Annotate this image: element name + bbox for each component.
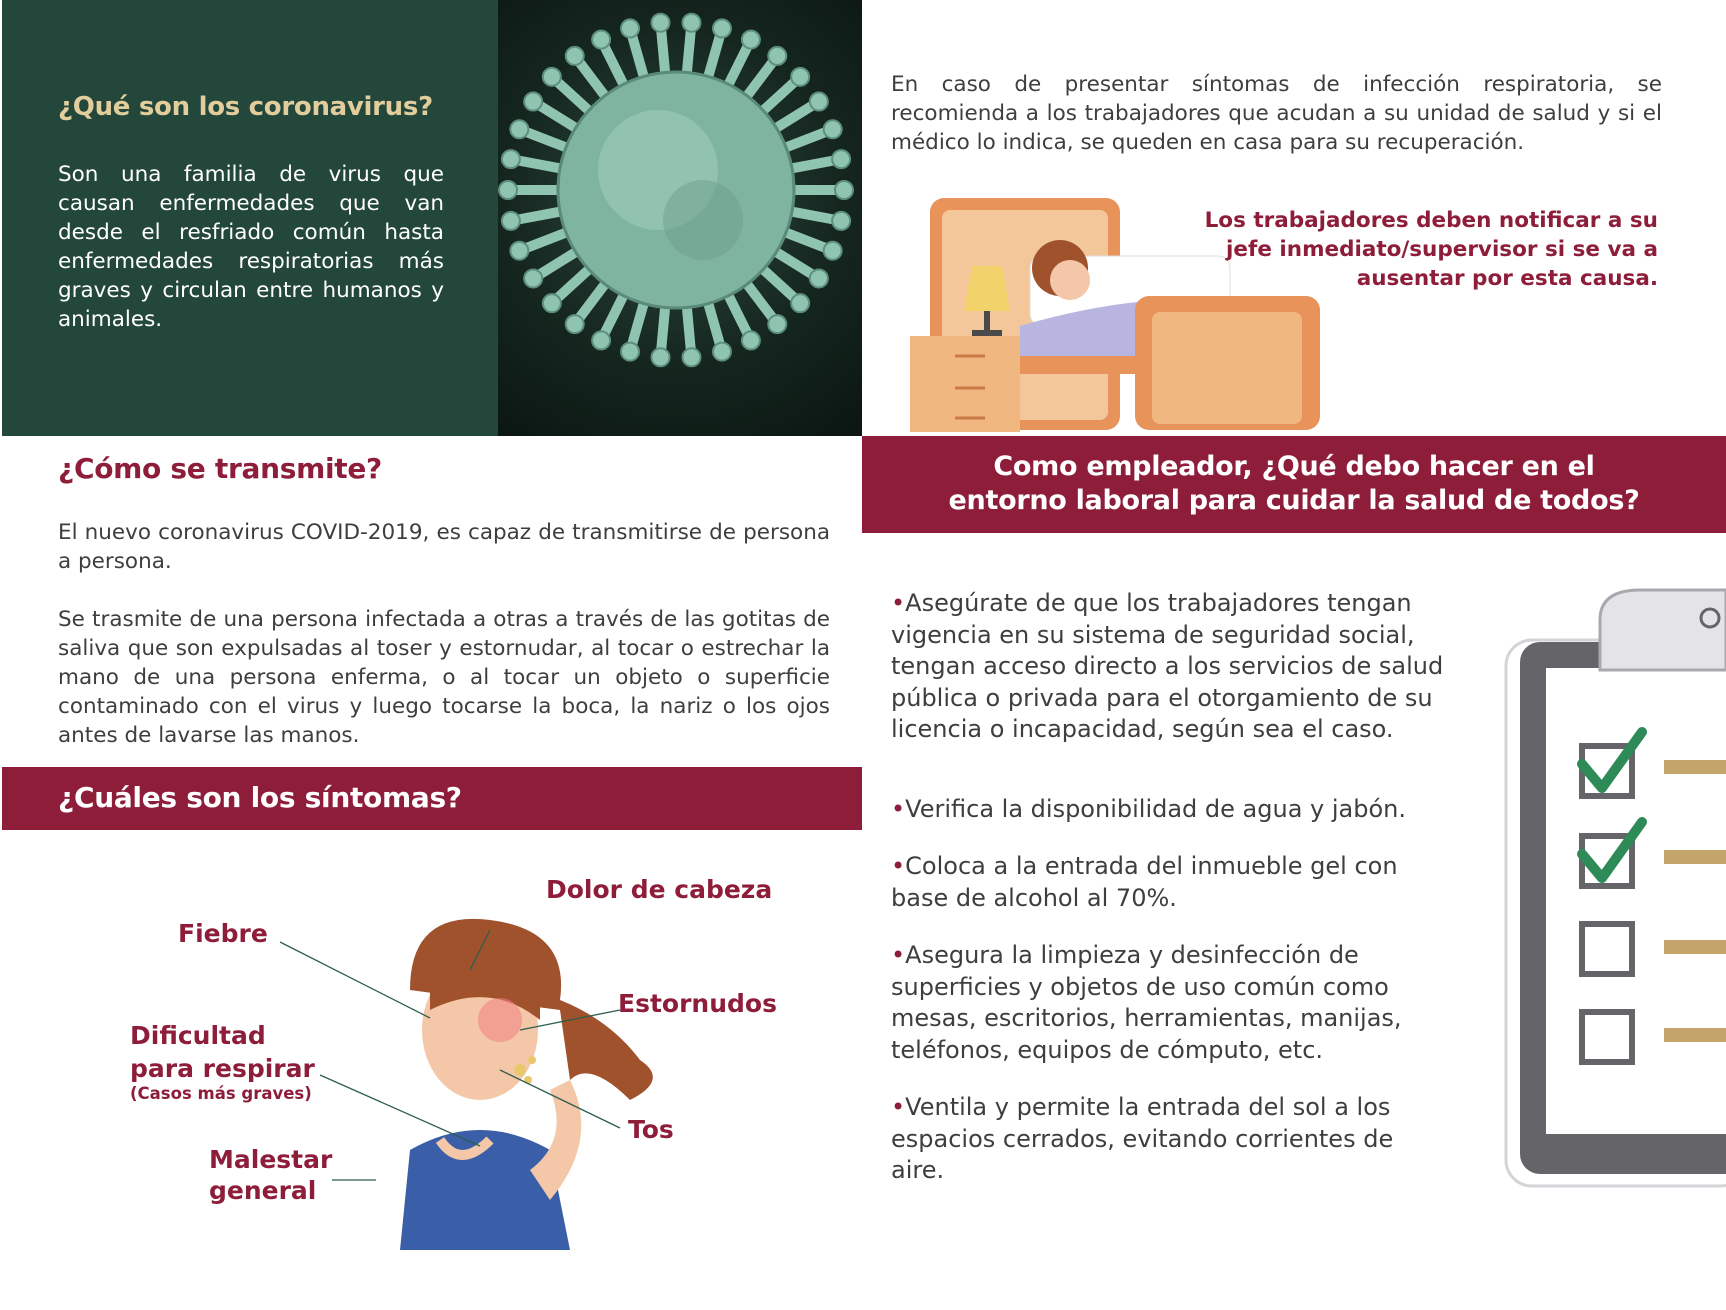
bullet: •	[891, 852, 906, 880]
transmission-title: ¿Cómo se transmite?	[58, 452, 382, 485]
bullet: •	[891, 1093, 906, 1121]
employer-item-1	[891, 588, 1451, 746]
virus-spike-tip	[683, 348, 701, 366]
notify-supervisor-text: Los trabajadores deben notificar a su jefe inmediato/supervisor si se va a ausentar por esta causa.	[1204, 208, 1658, 291]
virus-spike-tip	[713, 19, 731, 37]
employer-item-2	[891, 794, 1451, 826]
employer-item-4	[891, 940, 1451, 1066]
virus-spike-tip	[621, 19, 639, 37]
symptom-breathing-line1: Dificultad	[130, 1021, 266, 1050]
virus-spike-tip	[566, 315, 584, 333]
employer-item-3	[891, 851, 1451, 914]
virus-spike-tip	[524, 93, 542, 111]
virus-spike-tip	[824, 242, 842, 260]
bullet: •	[891, 795, 906, 823]
transmission-paragraph-2: Se trasmite de una persona infectada a otras a través de las gotitas de saliva que son expulsadas al toser y estornudar, al tocar o estrechar la mano de una persona enferma, o al tocar un objeto o superficie contaminado con el virus y luego tocarse la boca, la nariz o los ojos antes de lavarse las manos.	[58, 607, 830, 748]
employer-title-line1: Como empleador, ¿Qué debo hacer en el	[993, 451, 1595, 482]
bullet: •	[891, 589, 906, 617]
virus-spike-tip	[832, 212, 850, 230]
virus-spike-tip	[713, 343, 731, 361]
symptom-malaise-line2: general	[209, 1176, 317, 1205]
virus-spike-tip	[810, 269, 828, 287]
virus-spike-tip	[524, 269, 542, 287]
symptom-breathing-line2: para respirar	[130, 1054, 315, 1083]
virus-spike-tip	[502, 212, 520, 230]
virus-spike-tip	[621, 343, 639, 361]
virus-spike-tip	[835, 181, 853, 199]
virus-spike-tip	[592, 31, 610, 49]
intro-title: ¿Qué son los coronavirus?	[58, 92, 433, 122]
item-text: Coloca a la entrada del inmueble gel con base de alcohol al 70%.	[891, 852, 1398, 912]
item-text: Ventila y permite la entrada del sol a los espacios cerrados, evitando corrientes de aire.	[891, 1093, 1394, 1184]
virus-icon	[498, 0, 862, 436]
item-text: Verifica la disponibilidad de agua y jabón.	[905, 795, 1406, 823]
virus-spike-tip	[502, 150, 520, 168]
virus-illustration	[498, 0, 862, 436]
virus-spike-tip	[832, 150, 850, 168]
virus-spike-tip	[510, 242, 528, 260]
virus-spike-tip	[651, 348, 669, 366]
symptom-breathing-note: (Casos más graves)	[130, 1084, 312, 1103]
transmission-paragraph-1: El nuevo coronavirus COVID-2019, es capaz de transmitirse de persona a persona.	[58, 520, 830, 574]
virus-spike-tip	[742, 331, 760, 349]
symptom-malaise-line1: Malestar	[209, 1145, 333, 1174]
virus-spike-tip	[683, 14, 701, 32]
item-text: Asegúrate de que los trabajadores tengan vigencia en su sistema de seguridad social, tengan acceso directo a los servicios de salud pública o privada para el otorgamiento de su licencia o incapacidad, según sea el caso.	[891, 589, 1444, 743]
symptom-fever: Fiebre	[178, 919, 268, 948]
virus-spike-tip	[791, 294, 809, 312]
employer-item-5	[891, 1092, 1451, 1187]
virus-spike-tip	[651, 14, 669, 32]
virus-spike-tip	[742, 31, 760, 49]
patient-face	[1050, 260, 1090, 300]
symptoms-title: ¿Cuáles son los síntomas?	[58, 781, 462, 814]
virus-spike-tip	[543, 294, 561, 312]
virus-spike-tip	[592, 331, 610, 349]
symptom-headache: Dolor de cabeza	[546, 875, 773, 904]
symptom-cough: Tos	[628, 1115, 674, 1144]
virus-spike-tip	[499, 181, 517, 199]
virus-spike-tip	[768, 47, 786, 65]
intro-body: Son una familia de virus que causan enfermedades que van desde el resfriado común hasta enfermedades respiratorias más graves y circulan entre humanos y animales.	[58, 162, 444, 332]
virus-spike-tip	[543, 68, 561, 86]
employer-title	[862, 450, 1726, 518]
lamp-shade	[964, 266, 1010, 311]
virus-spike-tip	[768, 315, 786, 333]
virus-spike-tip	[791, 68, 809, 86]
clipboard-illustration	[1490, 580, 1726, 1200]
sick-leave-paragraph: En caso de presentar síntomas de infección respiratoria, se recomienda a los trabajadores que acudan a su unidad de salud y si el médico lo indica, se queden en casa para su recuperación.	[891, 72, 1662, 155]
virus-spike-tip	[810, 93, 828, 111]
item-text: Asegura la limpieza y desinfección de superficies y objetos de uso común como mesas, escritorios, herramientas, manijas, teléfonos, equipos de cómputo, etc.	[891, 941, 1402, 1064]
virus-spike-tip	[510, 120, 528, 138]
clipboard-clip	[1600, 590, 1726, 670]
symptom-sneezing: Estornudos	[618, 989, 777, 1018]
virus-spike-tip	[824, 120, 842, 138]
virus-spike-tip	[566, 47, 584, 65]
bullet: •	[891, 941, 906, 969]
employer-title-line2: entorno laboral para cuidar la salud de todos?	[948, 485, 1640, 516]
